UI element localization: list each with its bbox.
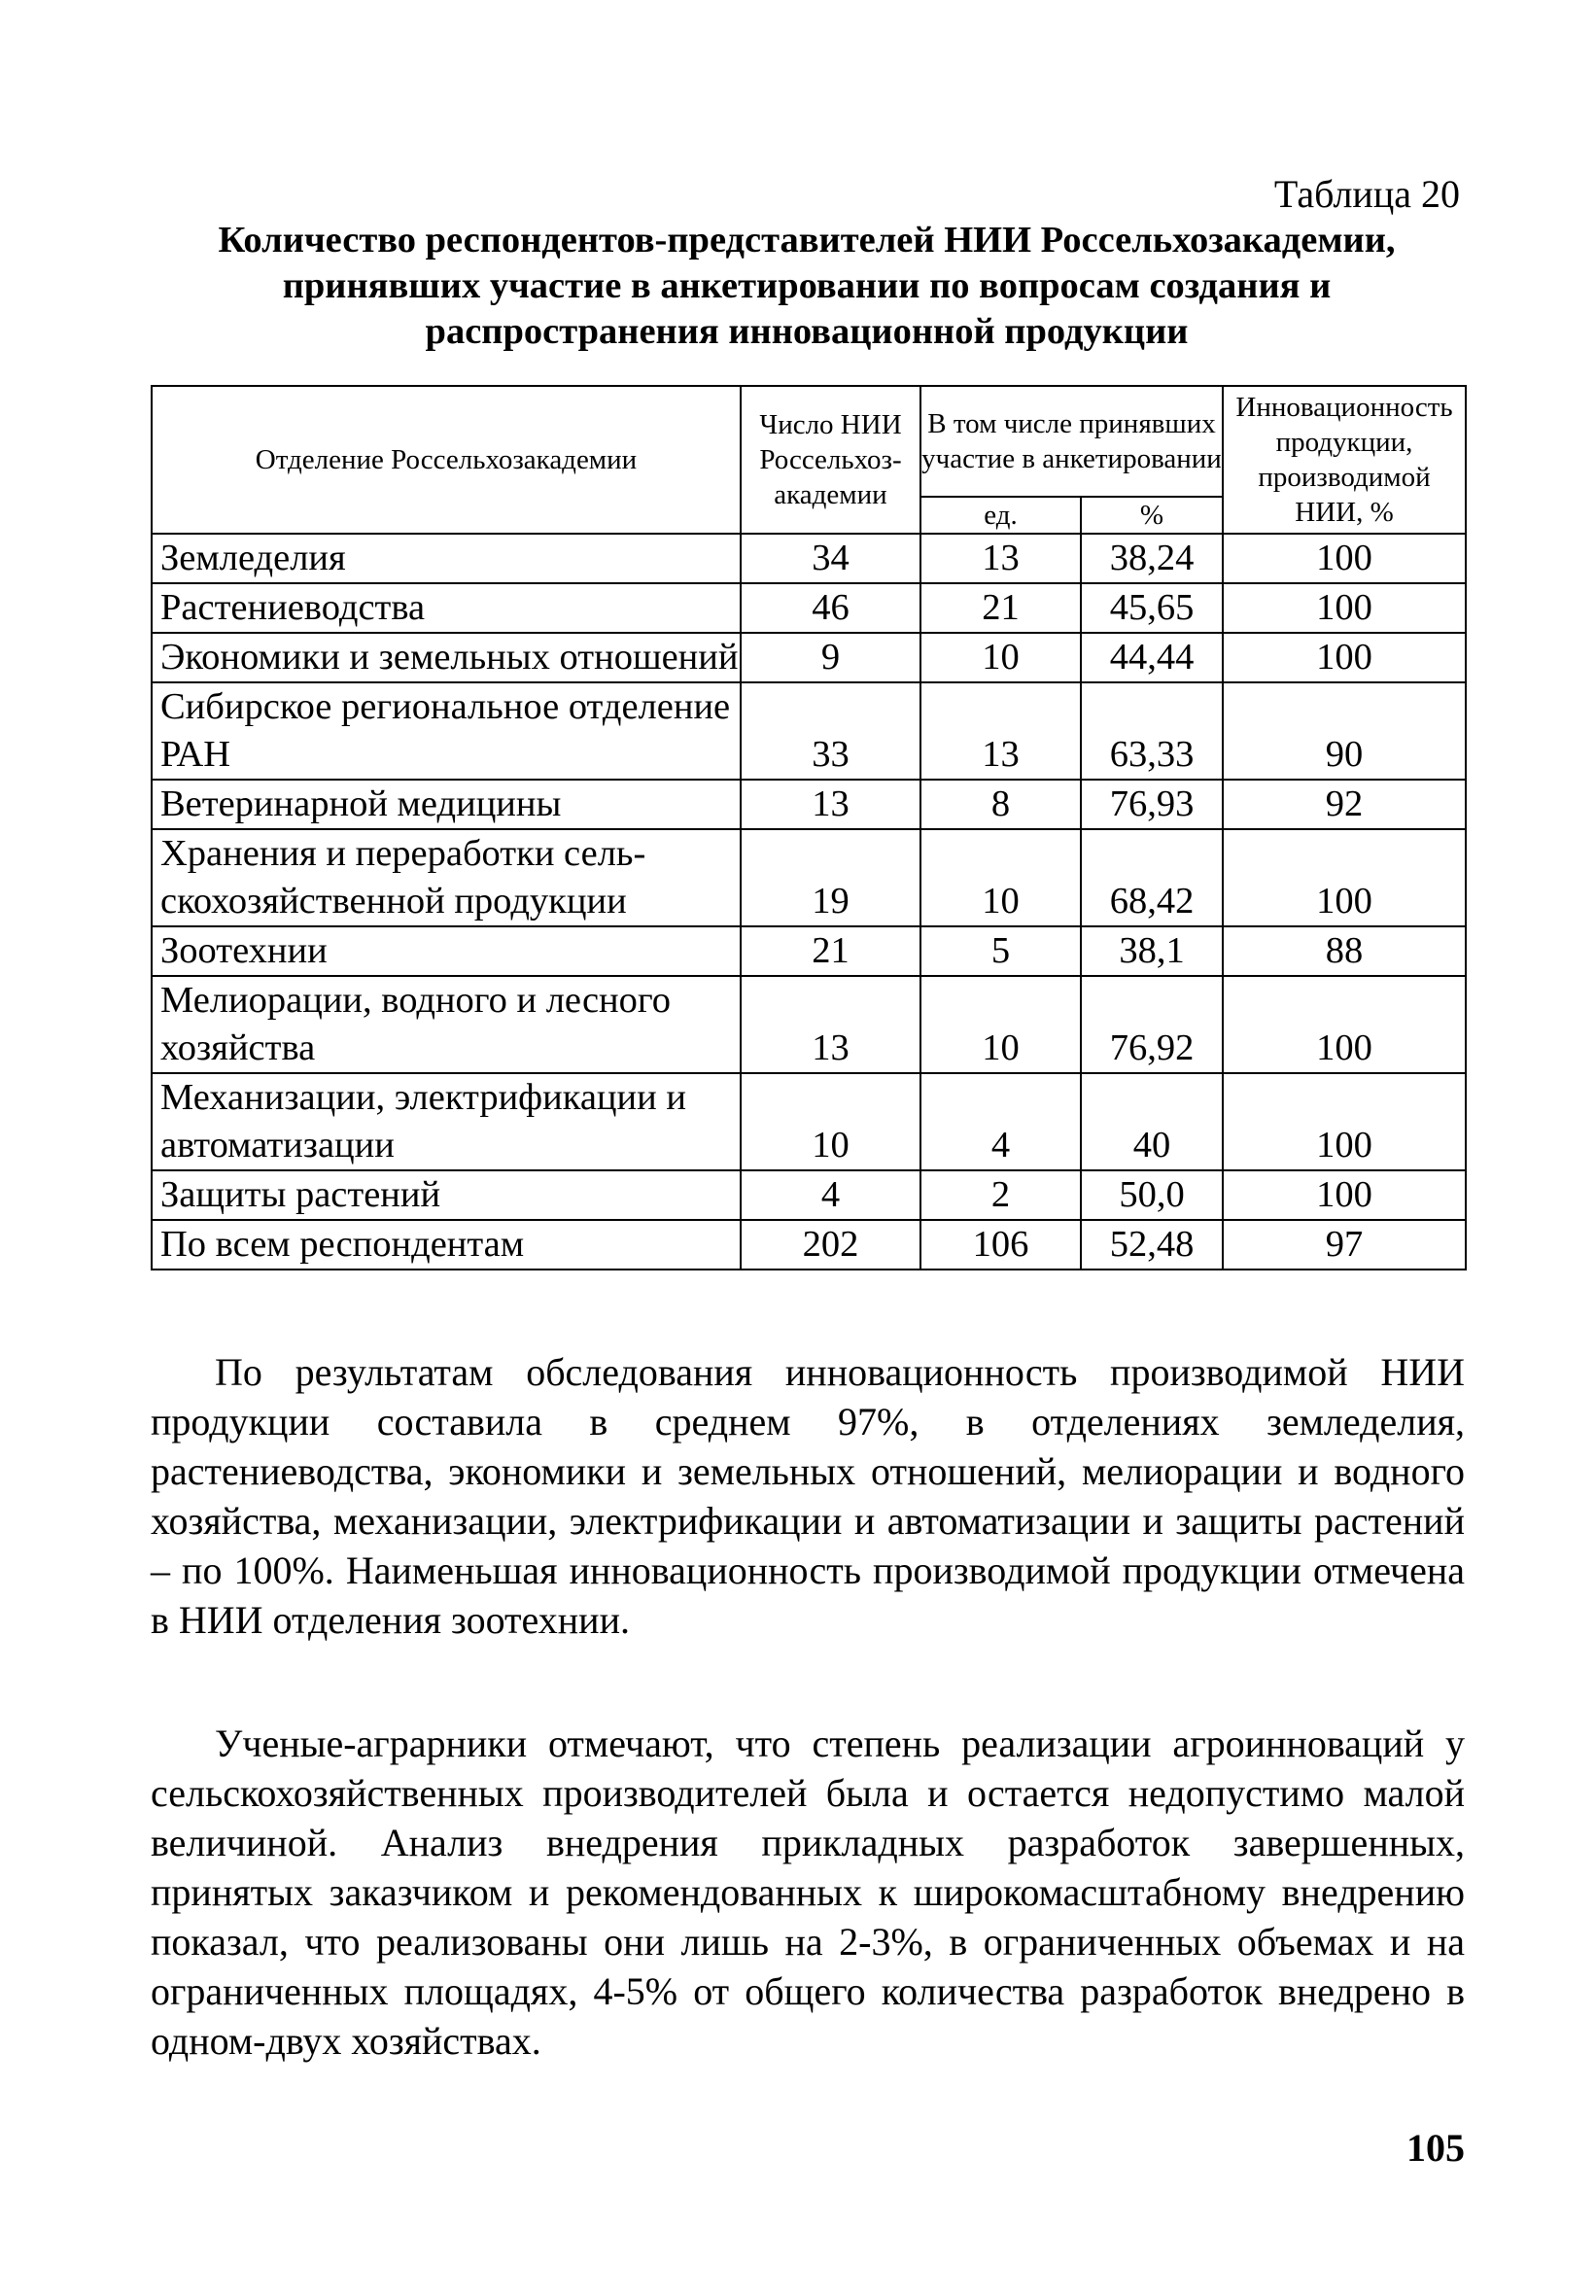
row-percent-cell: 40 <box>1081 1073 1223 1170</box>
row-percent-cell: 52,48 <box>1081 1220 1223 1270</box>
row-innovation-cell: 88 <box>1223 926 1466 976</box>
body-paragraph: По результатам обследования инновационность производимой НИИ продукции составила в среднем 97%, в отделениях земледелия, растениеводства, экономики и земельных отношений, мелиорации и водного хозяйства, механизации, электрификации и автоматизации и защиты растений – по 100%. Наименьшая инновационность производимой продукции отмечена в НИИ отделения зоотехнии. <box>151 1350 1465 1642</box>
table-row <box>152 1220 1466 1270</box>
row-count-cell: 21 <box>741 926 920 976</box>
header-count: Число НИИ Россельхозакадемии <box>741 386 920 534</box>
table-body <box>152 534 1466 1270</box>
table-header <box>152 386 1466 534</box>
row-units-cell: 10 <box>920 829 1081 926</box>
row-count-cell: 13 <box>741 976 920 1073</box>
row-count-cell: 46 <box>741 583 920 633</box>
row-division-cell: Мелиорации, водного и лесного хозяйства <box>152 976 741 1073</box>
table-row <box>152 682 1466 780</box>
table-row <box>152 583 1466 633</box>
row-innovation-cell: 100 <box>1223 1073 1466 1170</box>
table-row <box>152 926 1466 976</box>
row-units-cell: 2 <box>920 1170 1081 1220</box>
row-units-cell: 10 <box>920 633 1081 682</box>
row-count-cell: 9 <box>741 633 920 682</box>
row-percent-cell: 38,1 <box>1081 926 1223 976</box>
table-row <box>152 633 1466 682</box>
row-units-cell: 21 <box>920 583 1081 633</box>
row-percent-cell: 50,0 <box>1081 1170 1223 1220</box>
row-units-cell: 4 <box>920 1073 1081 1170</box>
row-innovation-cell: 92 <box>1223 780 1466 829</box>
row-innovation-cell: 100 <box>1223 534 1466 583</box>
table-row <box>152 976 1466 1073</box>
row-innovation-cell: 97 <box>1223 1220 1466 1270</box>
row-innovation-cell: 100 <box>1223 633 1466 682</box>
row-percent-cell: 44,44 <box>1081 633 1223 682</box>
header-division: Отделение Россельхозакадемии <box>152 386 741 534</box>
header-participated: В том числе принявших участие в анкетировании <box>920 386 1223 497</box>
table-title: Количество респондентов-представителей НИИ Россельхозакадемии, принявших участие в анкетировании по вопросам создания и распространения инновационной продукции <box>218 220 1396 352</box>
row-innovation-cell: 100 <box>1223 583 1466 633</box>
row-units-cell: 13 <box>920 682 1081 780</box>
row-count-cell: 34 <box>741 534 920 583</box>
row-division-cell: По всем респондентам <box>152 1220 741 1270</box>
header-percent: % <box>1081 497 1223 534</box>
row-units-cell: 5 <box>920 926 1081 976</box>
row-innovation-cell: 100 <box>1223 976 1466 1073</box>
row-innovation-cell: 100 <box>1223 829 1466 926</box>
table-row <box>152 534 1466 583</box>
row-count-cell: 19 <box>741 829 920 926</box>
row-units-cell: 10 <box>920 976 1081 1073</box>
row-percent-cell: 45,65 <box>1081 583 1223 633</box>
row-count-cell: 4 <box>741 1170 920 1220</box>
table-number-label: Таблица 20 <box>1273 172 1460 216</box>
row-division-cell: Сибирское региональное отделение РАН <box>152 682 741 780</box>
table-row <box>152 829 1466 926</box>
row-percent-cell: 38,24 <box>1081 534 1223 583</box>
row-units-cell: 106 <box>920 1220 1081 1270</box>
row-innovation-cell: 90 <box>1223 682 1466 780</box>
body-paragraph: Ученые-аграрники отмечают, что степень реализации агроинноваций у сельскохозяйственных производителей была и остается недопустимо малой величиной. Анализ внедрения прикладных разработок завершенных, принятых заказчиком и рекомендованных к широкомасштабному внедрению показал, что реализованы они лишь на 2-3%, в ограниченных объемах и на ограниченных площадях, 4-5% от общего количества разработок внедрено в одном-двух хозяйствах. <box>151 1722 1465 2063</box>
row-percent-cell: 76,92 <box>1081 976 1223 1073</box>
page-number: 105 <box>1406 2126 1465 2170</box>
row-division-cell: Защиты растений <box>152 1170 741 1220</box>
table-row <box>152 1073 1466 1170</box>
row-percent-cell: 68,42 <box>1081 829 1223 926</box>
table-row <box>152 1170 1466 1220</box>
row-count-cell: 202 <box>741 1220 920 1270</box>
header-units: ед. <box>920 497 1081 534</box>
row-division-cell: Растениеводства <box>152 583 741 633</box>
row-division-cell: Ветеринарной медицины <box>152 780 741 829</box>
row-division-cell: Механизации, электрификации и автоматизации <box>152 1073 741 1170</box>
row-division-cell: Хранения и переработки сельскохозяйственной продукции <box>152 829 741 926</box>
row-count-cell: 13 <box>741 780 920 829</box>
row-innovation-cell: 100 <box>1223 1170 1466 1220</box>
header-innovation: Инновационность продукции, производимой НИИ, % <box>1223 386 1466 534</box>
data-table <box>151 385 1467 1270</box>
row-units-cell: 8 <box>920 780 1081 829</box>
row-percent-cell: 76,93 <box>1081 780 1223 829</box>
row-units-cell: 13 <box>920 534 1081 583</box>
row-count-cell: 33 <box>741 682 920 780</box>
table-row <box>152 780 1466 829</box>
row-division-cell: Зоотехнии <box>152 926 741 976</box>
row-division-cell: Экономики и земельных отношений <box>152 633 741 682</box>
row-division-cell: Земледелия <box>152 534 741 583</box>
row-count-cell: 10 <box>741 1073 920 1170</box>
row-percent-cell: 63,33 <box>1081 682 1223 780</box>
